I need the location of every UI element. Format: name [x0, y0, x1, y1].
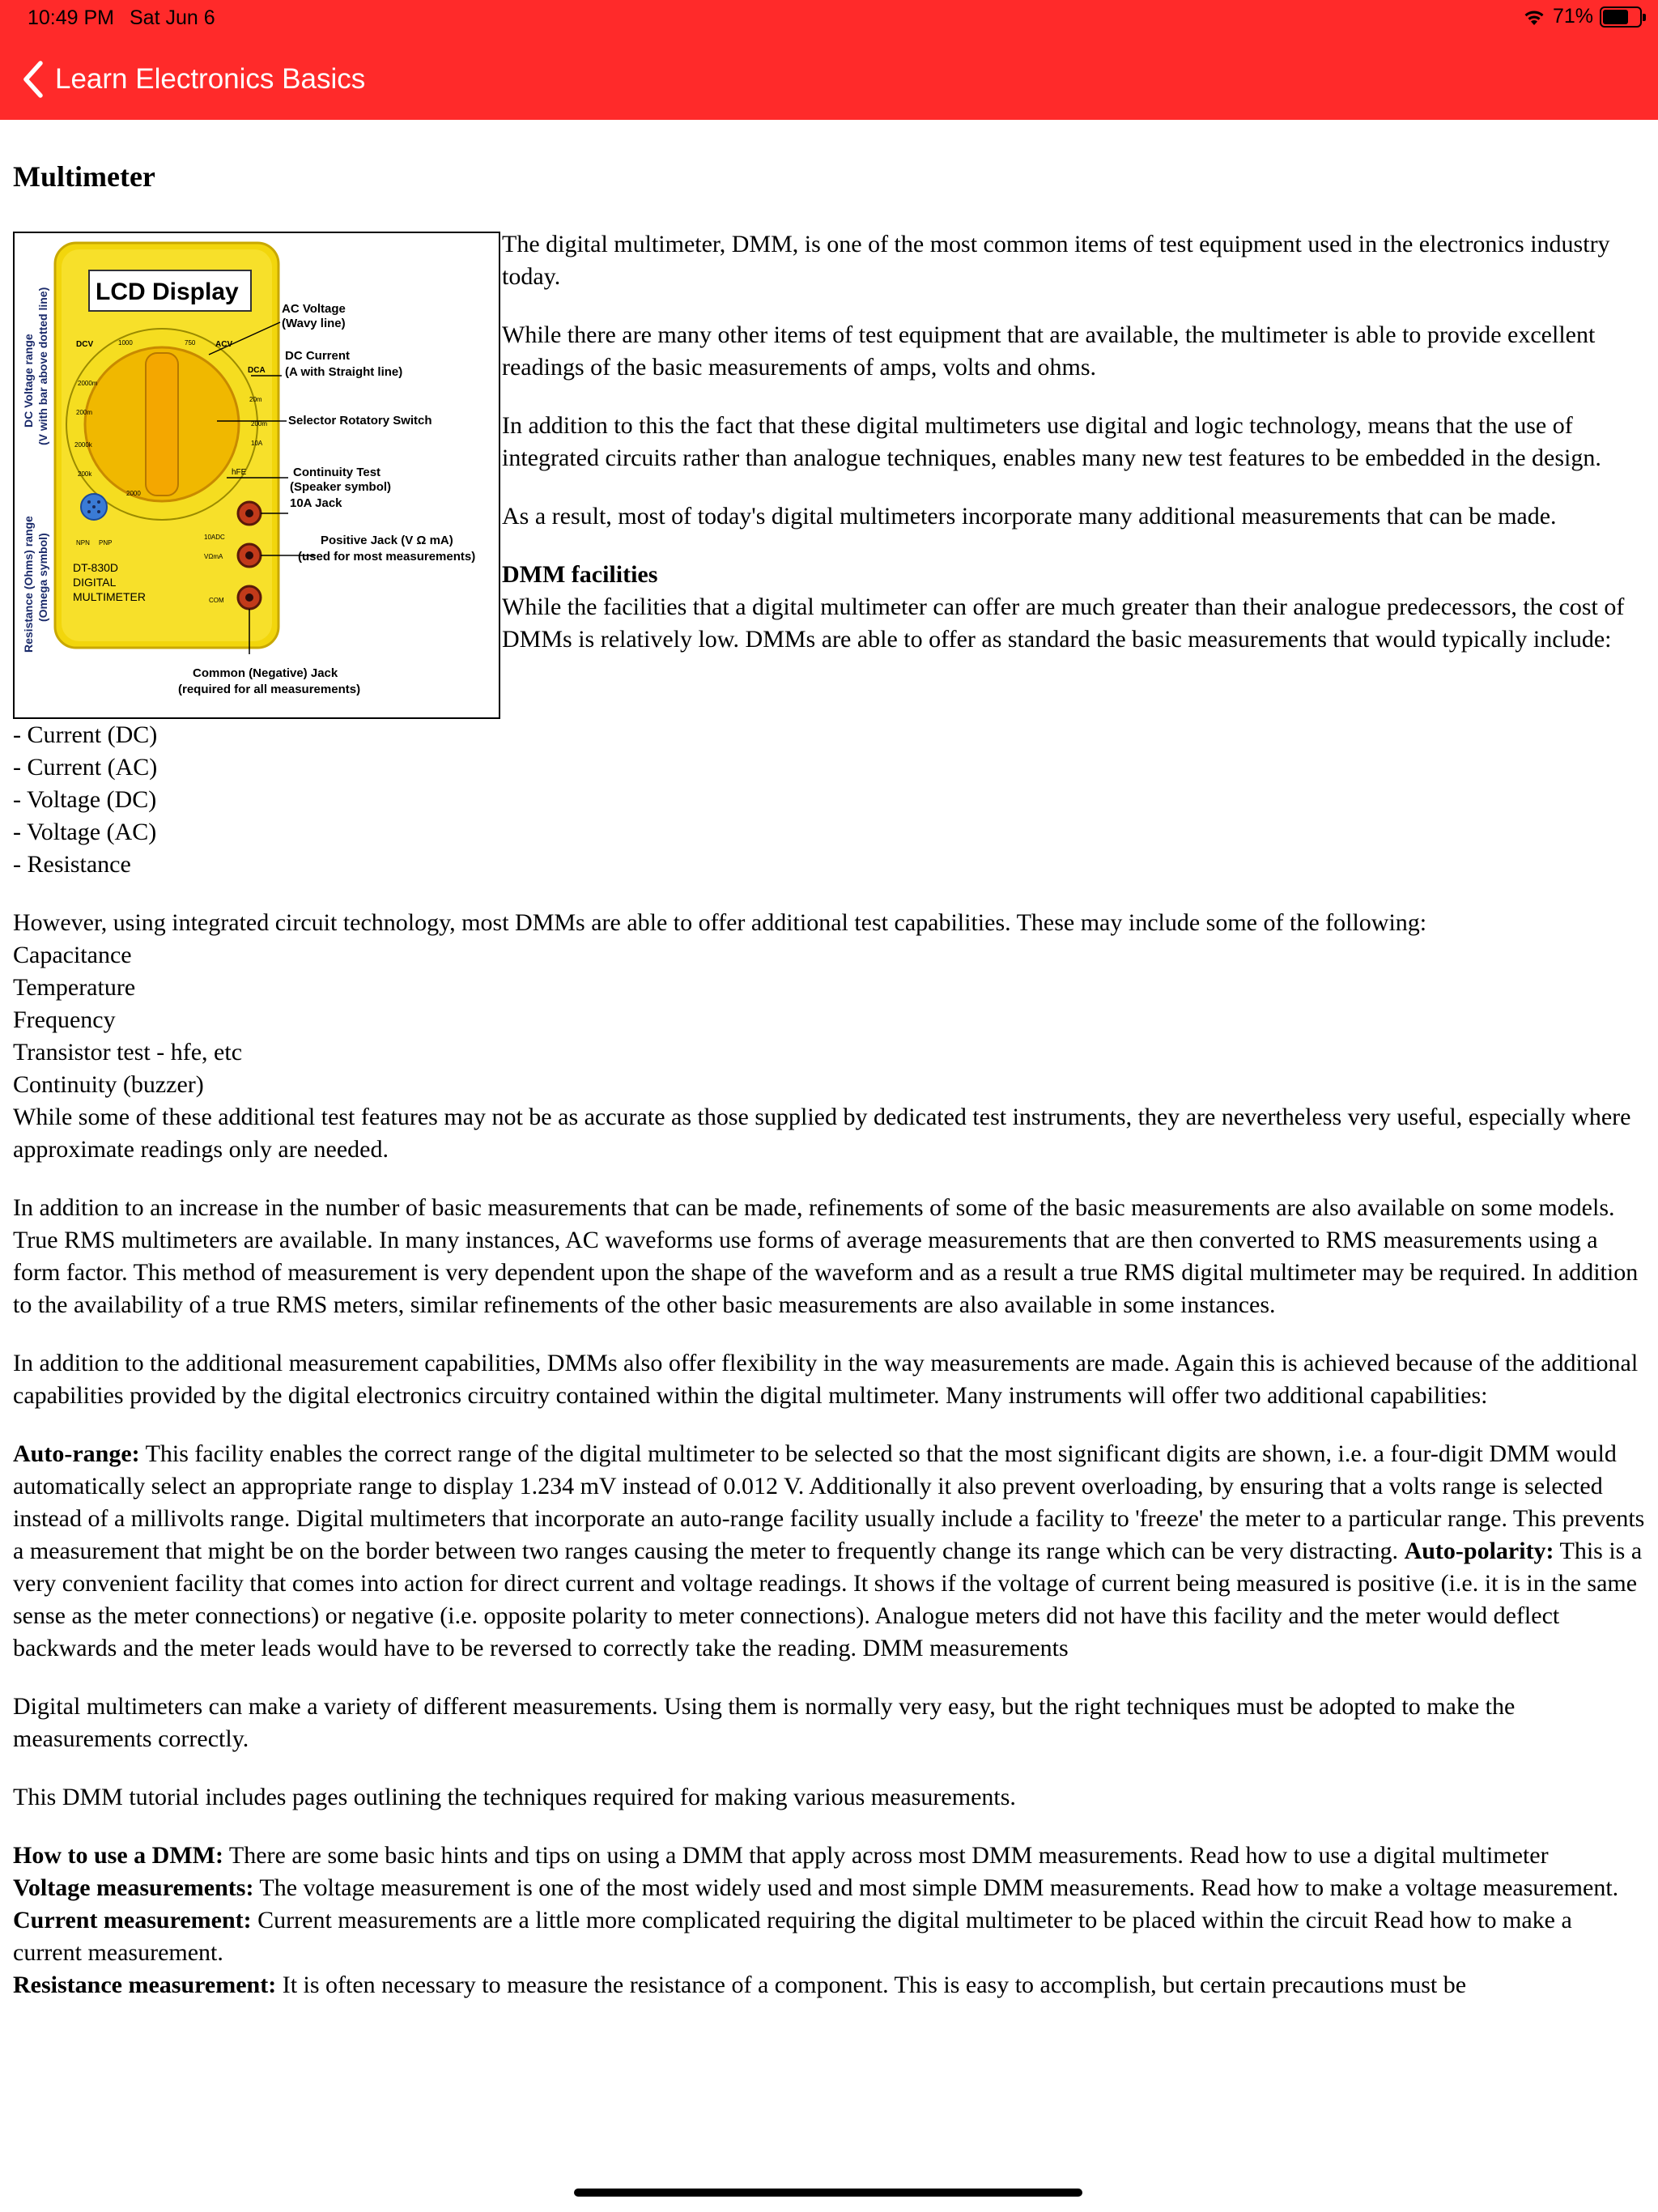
list-item: Transistor test - hfe, etc	[13, 1039, 243, 1066]
howto-text: It is often necessary to measure the resistance of a component. This is easy to accomplish, but certain precautions must be	[276, 1972, 1467, 1998]
additional-capabilities	[13, 907, 1645, 1166]
list-item: - Resistance	[13, 851, 131, 878]
svg-text:2000: 2000	[126, 490, 141, 497]
howto-label: Resistance measurement:	[13, 1972, 277, 1998]
paragraph: While some of these additional test features may not be as accurate as those supplied by dedicated test instruments, they are nevertheless very useful, especially where approximate readings only are needed.	[13, 1104, 1631, 1163]
svg-text:DC Current: DC Current	[285, 349, 351, 363]
home-indicator[interactable]	[574, 2189, 1082, 2197]
list-item: Continuity (buzzer)	[13, 1071, 204, 1098]
back-button-label: Learn Electronics Basics	[55, 63, 366, 95]
svg-text:(Omega symbol): (Omega symbol)	[36, 533, 49, 622]
svg-text:200m: 200m	[251, 420, 268, 428]
wifi-icon	[1522, 7, 1546, 27]
svg-text:NPN: NPN	[76, 539, 90, 547]
svg-text:(used for most measurements): (used for most measurements)	[298, 550, 476, 564]
intro-paragraph: In addition to this the fact that these digital multimeters use digital and logic technology, means that the use of integrated circuits rather than analogue techniques, enables many new test features to be embedded in the design.	[502, 412, 1601, 471]
svg-text:(Speaker symbol): (Speaker symbol)	[290, 480, 392, 494]
howto-label: How to use a DMM:	[13, 1842, 223, 1869]
svg-text:1000: 1000	[118, 339, 133, 347]
intro-section	[13, 228, 1645, 719]
status-time: 10:49 PM	[28, 6, 115, 29]
paragraph-rms: In addition to an increase in the number of basic measurements that can be made, refinements of some of the basic measurements are also available on some models. True RMS multimeters are available. In many instances, AC waveforms use forms of average measurements that are then converted to RMS measurements using a form factor. This method of measurement is very dependent upon the shape of the waveform and as a result a true RMS digital multimeter may be required. In addition to the availability of a true RMS meters, similar refinements of the other basic measurements are also available in some instances.	[13, 1194, 1639, 1318]
howto-label: Voltage measurements:	[13, 1874, 254, 1901]
howto-text: The voltage measurement is one of the most widely used and most simple DMM measurements. Read how to make a voltage measurement.	[253, 1874, 1619, 1901]
multimeter-diagram	[13, 232, 500, 719]
svg-text:MULTIMETER: MULTIMETER	[73, 590, 146, 603]
svg-text:20m: 20m	[249, 396, 262, 403]
paragraph-tutorial: This DMM tutorial includes pages outlining the techniques required for making various measurements.	[13, 1784, 1016, 1810]
paragraph-flexibility: In addition to the additional measurement capabilities, DMMs also offer flexibility in the way measurements are made. Again this is achieved because of the additional capabilities provided by the digital electronics circuitry contained within the digital multimeter. Many instruments will offer two additional capabilities:	[13, 1350, 1639, 1409]
svg-text:Resistance (Ohms) range: Resistance (Ohms) range	[22, 516, 35, 653]
chevron-left-icon	[18, 57, 50, 102]
status-date: Sat Jun 6	[130, 6, 215, 29]
svg-text:VΩmA: VΩmA	[204, 553, 223, 560]
facilities-text: While the facilities that a digital multimeter can offer are much greater than their analogue predecessors, the cost of DMMs is relatively low. DMMs are able to offer as standard the basic measurements that would typically include:	[502, 593, 1625, 653]
svg-text:200m: 200m	[76, 409, 93, 416]
article-content	[13, 120, 1645, 2001]
svg-text:Positive Jack (V Ω mA): Positive Jack (V Ω mA)	[321, 534, 453, 547]
intro-paragraph: As a result, most of today's digital multimeters incorporate many additional measurements that can be made.	[502, 503, 1557, 530]
howto-text: Current measurements are a little more complicated requiring the digital multimeter to be placed within the circuit Read how to make a current measurement.	[13, 1907, 1572, 1966]
svg-text:DCV: DCV	[76, 340, 94, 349]
list-item: Capacitance	[13, 942, 132, 968]
back-button[interactable]	[18, 57, 365, 102]
auto-polarity-label: Auto-polarity:	[1404, 1538, 1554, 1564]
status-bar	[0, 0, 1658, 39]
list-item: - Current (DC)	[13, 721, 158, 748]
howto-list	[13, 1840, 1645, 2001]
paragraph-measurements: Digital multimeters can make a variety of different measurements. Using them is normally very easy, but the right techniques must be adopted to make the measurements correctly.	[13, 1693, 1516, 1752]
multimeter-illustration	[15, 233, 499, 717]
howto-label: Current measurement:	[13, 1907, 252, 1933]
svg-text:hFE: hFE	[232, 468, 247, 477]
intro-paragraph: While there are many other items of test equipment that are available, the multimeter is able to provide excellent readings of the basic measurements of amps, volts and ohms.	[502, 321, 1596, 381]
svg-text:2000m: 2000m	[78, 380, 98, 387]
svg-text:750: 750	[185, 339, 196, 347]
svg-text:PNP: PNP	[99, 539, 113, 547]
list-item: Temperature	[13, 974, 136, 1001]
paragraph: However, using integrated circuit technology, most DMMs are able to offer additional test capabilities. These may include some of the following:	[13, 909, 1427, 936]
auto-range-label: Auto-range:	[13, 1440, 140, 1467]
list-item: - Voltage (DC)	[13, 786, 157, 813]
section-heading: DMM facilities	[502, 561, 658, 588]
howto-item	[13, 1872, 1645, 1904]
list-item: - Voltage (AC)	[13, 819, 157, 845]
svg-text:(A with Straight line): (A with Straight line)	[285, 365, 403, 379]
paragraph-auto-features	[13, 1438, 1645, 1665]
svg-text:Continuity Test: Continuity Test	[293, 466, 381, 479]
battery-icon	[1600, 6, 1642, 28]
facilities-section	[502, 559, 1645, 656]
lcd-label: LCD Display	[96, 279, 239, 305]
selector-knob	[146, 353, 178, 496]
basic-measurements-list	[13, 719, 1645, 881]
svg-text:2000k: 2000k	[74, 441, 92, 449]
status-indicators	[1522, 5, 1642, 28]
auto-range-text: This facility enables the correct range of the digital multimeter to be selected so that the most significant digits are shown, i.e. a four-digit DMM would automatically select an appropriate range to display 1.234 mV instead of 0.012 V. Additionally it also prevent overloading, by ensuring that a volts range is selected instead of a millivolts range. Digital multimeters that incorporate an auto-range facility usually include a facility to 'freeze' the meter to a particular range. This prevents a measurement that might be on the border between two ranges causing the meter to frequently change its range which can be very distracting.	[13, 1440, 1645, 1564]
svg-text:DCA: DCA	[248, 366, 266, 375]
intro-text	[502, 228, 1645, 682]
navigation-bar	[0, 39, 1658, 120]
svg-text:ACV: ACV	[215, 340, 233, 349]
howto-item	[13, 1840, 1645, 1872]
svg-text:10A: 10A	[251, 440, 263, 447]
svg-text:COM: COM	[209, 597, 224, 604]
svg-text:DIGITAL: DIGITAL	[73, 576, 117, 589]
svg-text:10ADC: 10ADC	[204, 534, 225, 541]
battery-percent: 71%	[1552, 5, 1593, 28]
svg-text:10A Jack: 10A Jack	[290, 496, 342, 510]
howto-item	[13, 1904, 1645, 1969]
howto-text: There are some basic hints and tips on using a DMM that apply across most DMM measurements. Read how to use a digital multimeter	[223, 1842, 1549, 1869]
svg-text:Selector Rotatory Switch: Selector Rotatory Switch	[288, 414, 432, 428]
svg-text:(V with bar above dotted line): (V with bar above dotted line)	[36, 287, 49, 445]
svg-text:(required for all measurements: (required for all measurements)	[178, 683, 361, 696]
svg-text:200k: 200k	[78, 470, 92, 478]
intro-paragraph: The digital multimeter, DMM, is one of the most common items of test equipment used in the electronics industry today.	[502, 231, 1610, 290]
svg-text:DT-830D: DT-830D	[73, 561, 119, 574]
svg-text:AC Voltage: AC Voltage	[282, 302, 346, 316]
auto-polarity-text: This is a very convenient facility that comes into action for direct current and voltage readings. It shows if the voltage of current being measured is positive (i.e. it is in the same sense as the meter connections) or negative (i.e. opposite polarity to meter connections). Analogue meters did not have this facility and the meter would deflect backwards and the meter leads would have to be reversed to correctly take the reading. DMM measurements	[13, 1538, 1643, 1661]
list-item: Frequency	[13, 1006, 116, 1033]
list-item: - Current (AC)	[13, 754, 158, 781]
svg-text:(Wavy line): (Wavy line)	[282, 317, 346, 330]
page-title: Multimeter	[13, 160, 155, 193]
howto-item	[13, 1969, 1645, 2001]
svg-text:Common (Negative) Jack: Common (Negative) Jack	[193, 666, 338, 680]
svg-text:DC Voltage range: DC Voltage range	[22, 334, 35, 428]
